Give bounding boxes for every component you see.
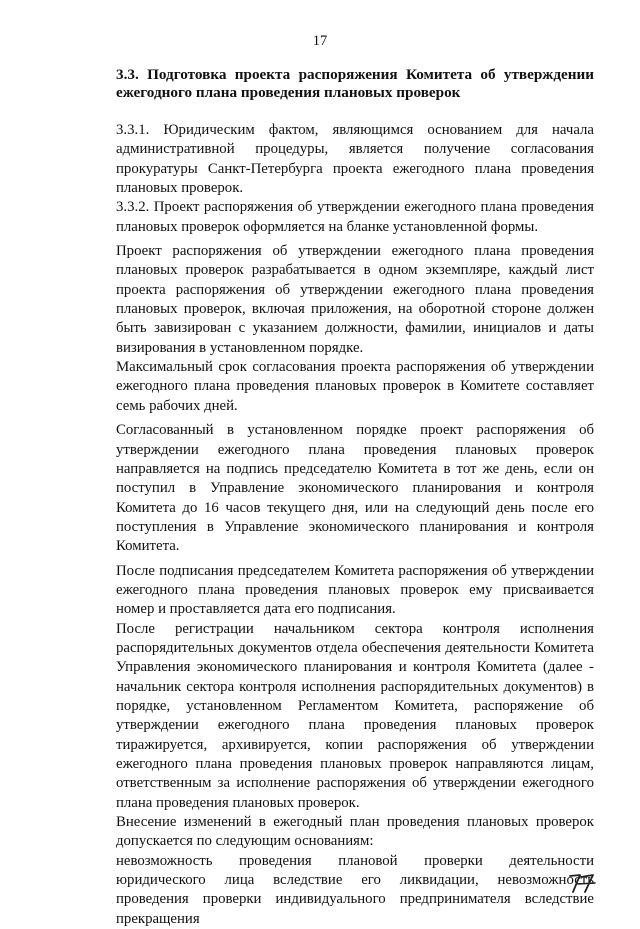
page-number: 17 (312, 33, 328, 49)
paragraph-max-term: Максимальный срок согласования проекта распоряжения об утверждении ежегодного плана проведения плановых проверок в Комитете составляет семь рабочих дней. (116, 359, 594, 414)
paragraph-3-3-2: 3.3.2. Проект распоряжения об утверждении ежегодного плана проведения плановых проверок оформляется на бланке установленной формы. (116, 199, 594, 235)
paragraph-project-development: Проект распоряжения об утверждении ежегодного плана проведения плановых проверок разрабатывается в одном экземпляре, каждый лист проекта распоряжения об утверждении ежегодного плана проведения плановых проверок, включая приложения, на оборотной стороне должен быть завизирован с указанием должности, фамилии, инициалов и даты визирования в установленном порядке. (116, 243, 594, 356)
paragraph-after-signing: После подписания председателем Комитета распоряжения об утверждении ежегодного плана проведения плановых проверок ему присваивается номер и проставляется дата его подписания. (116, 562, 594, 618)
section-heading: 3.3. Подготовка проекта распоряжения Комитета об утверждении ежегодного плана проведения плановых проверок (116, 66, 594, 101)
paragraph-signing-submission: Согласованный в установленном порядке проект распоряжения об утверждении ежегодного плана проведения плановых проверок направляется на подпись председателю Комитета в тот же день, если он поступил в Управление экономического планирования и контроля Комитета до 16 часов текущего дня, или на следующий день после его поступления в Управление экономического планирования и контроля Комитета. (116, 422, 594, 555)
paragraph-amendments: Внесение изменений в ежегодный план проведения плановых проверок допускается по следующим основаниям: (116, 814, 594, 850)
document-body (116, 121, 594, 929)
paragraph-impossibility: невозможность проведения плановой проверки деятельности юридического лица вследствие его ликвидации, невозможность проведения проверки индивидуального предпринимателя вследствие прекращения (116, 852, 594, 927)
paragraph-3-3-1: 3.3.1. Юридическим фактом, являющимся основанием для начала административной процедуры, является получение согласования прокуратуры Санкт-Петербурга проекта ежегодного плана проведения плановых проверок. (116, 122, 594, 197)
handwritten-page-mark (566, 870, 602, 896)
paragraph-registration: После регистрации начальником сектора контроля исполнения распорядительных документов отдела обеспечения деятельности Комитета Управления экономического планирования и контроля Комитета (далее - начальник сектора контроля исполнения распорядительных документов) в порядке, установленном Регламентом Комитета, распоряжение об утверждении ежегодного плана проведения плановых проверок тиражируется, архивируется, копии распоряжения об утверждении ежегодного плана проведения плановых проверок направляются лицам, ответственным за исполнение распоряжения об утверждении ежегодного плана проведения плановых проверок. (116, 620, 594, 811)
